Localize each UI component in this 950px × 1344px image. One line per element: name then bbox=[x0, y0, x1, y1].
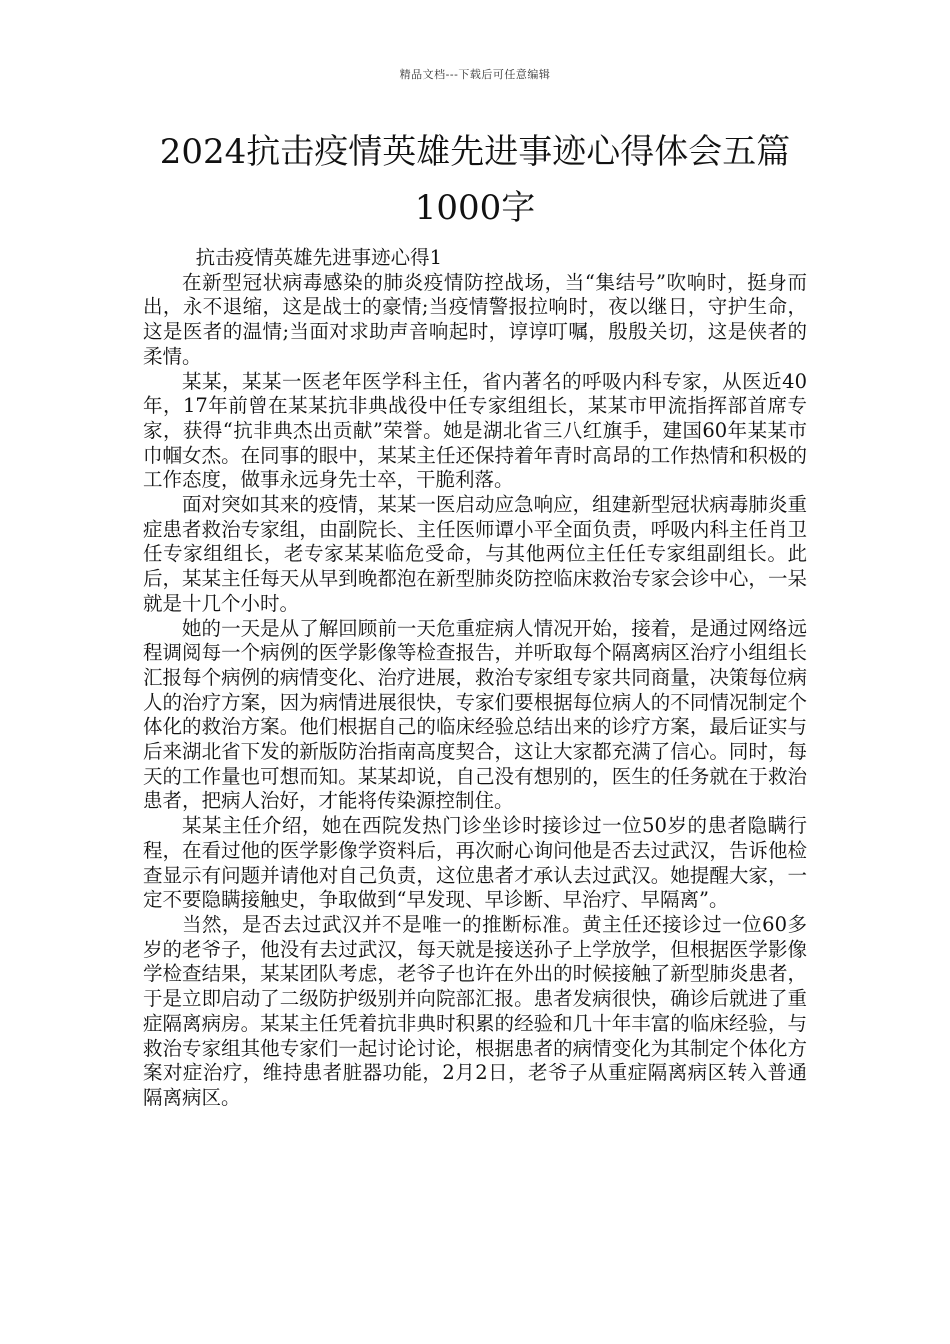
paragraph: 某某，某某一医老年医学科主任，省内著名的呼吸内科专家，从医近40年，17年前曾在某某抗非典战役中任专家组组长，某某市甲流指挥部首席专家，获得“抗非典杰出贡献”荣誉。她是湖北省三八红旗手，建国60年某某市巾帼女杰。在同事的眼中，某某主任还保持着年青时高昂的工作热情和积极的工作态度，做事永远身先士卒，干脆利落。 bbox=[143, 369, 807, 492]
paragraph: 面对突如其来的疫情，某某一医启动应急响应，组建新型冠状病毒肺炎重症患者救治专家组，由副院长、主任医师谭小平全面负责，呼吸内科主任肖卫任专家组组长，老专家某某临危受命，与其他两位主任任专家组副组长。此后，某某主任每天从早到晚都泡在新型肺炎防控临床救治专家会诊中心，一呆就是十几个小时。 bbox=[143, 493, 807, 615]
paragraph: 某某主任介绍，她在西院发热门诊坐诊时接诊过一位50岁的患者隐瞒行程，在看过他的医学影像学资料后，再次耐心询问他是否去过武汉，告诉他检查显示有问题并请他对自己负责，这位患者才承认去过武汉。她提醒大家，一定不要隐瞒接触史，争取做到“早发现、早诊断、早治疗、早隔离”。 bbox=[143, 814, 807, 912]
document-body bbox=[143, 246, 807, 1111]
paragraph: 当然，是否去过武汉并不是唯一的推断标准。黄主任还接诊过一位60多岁的老爷子，他没有去过武汉，每天就是接送孙子上学放学，但根据医学影像学检查结果，某某团队考虑，老爷子也许在外出的时候接触了新型肺炎患者，于是立即启动了二级防护级别并向院部汇报。患者发病很快，确诊后就进了重症隔离病房。某某主任凭着抗非典时积累的经验和几十年丰富的临床经验，与救治专家组其他专家们一起讨论讨论，根据患者的病情变化为其制定个体化方案对症治疗，维持患者脏器功能，2月2日，老爷子从重症隔离病区转入普通隔离病区。 bbox=[143, 912, 807, 1109]
header-note: 精品文档---下载后可任意编辑 bbox=[399, 68, 551, 81]
paragraph: 在新型冠状病毒感染的肺炎疫情防控战场，当“集结号”吹响时，挺身而出，永不退缩，这是战士的豪情;当疫情警报拉响时，夜以继日，守护生命，这是医者的温情;当面对求助声音响起时，谆谆叮嘱，殷殷关切，这是侠者的柔情。 bbox=[143, 270, 807, 368]
document-title: 2024抗击疫情英雄先进事迹心得体会五篇1000字 bbox=[159, 132, 791, 228]
paragraph: 她的一天是从了解回顾前一天危重症病人情况开始，接着，是通过网络远程调阅每一个病例的医学影像等检查报告，并听取每个隔离病区治疗小组组长汇报每个病例的病情变化、治疗进展，救治专家组专家共同商量，决策每位病人的治疗方案，因为病情进展很快，专家们要根据每位病人的不同情况制定个体化的救治方案。他们根据自己的临床经验总结出来的诊疗方案，最后证实与后来湖北省下发的新版防治指南高度契合，这让大家都充满了信心。同时，每天的工作量也可想而知。某某却说，自己没有想别的，医生的任务就在于救治患者，把病人治好，才能将传染源控制住。 bbox=[143, 616, 807, 813]
section-heading: 抗击疫情英雄先进事迹心得1 bbox=[195, 246, 443, 269]
